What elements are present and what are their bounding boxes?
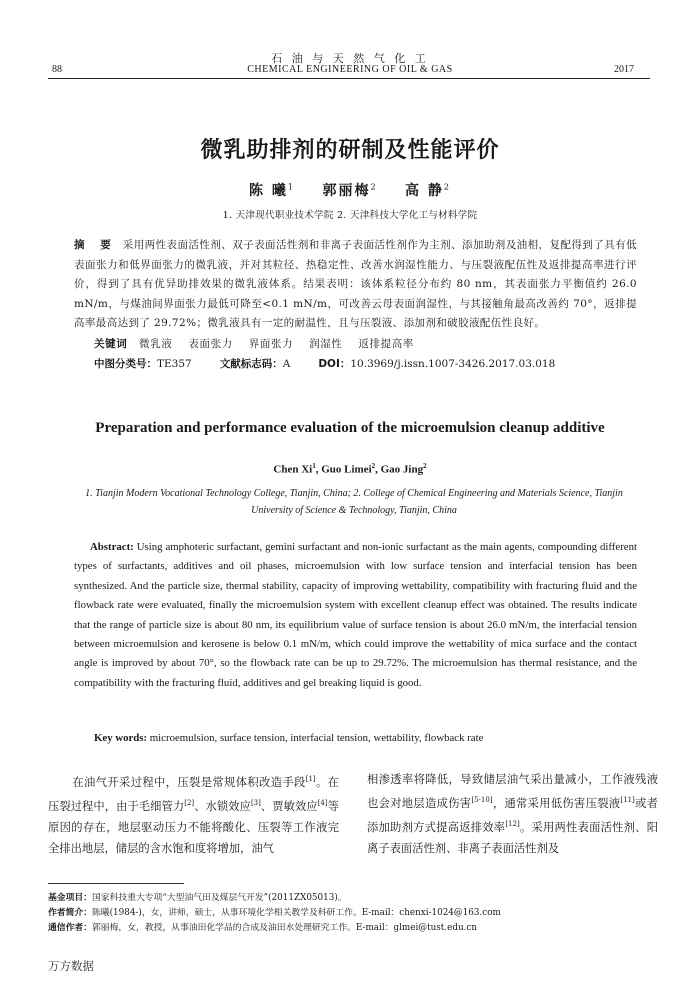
- classification-line: [94, 356, 555, 371]
- keywords-cn: [94, 336, 426, 351]
- body-text: 、贾敏效应: [260, 799, 318, 813]
- author-list-en: Chen Xi$^1$, Guo Limei$^2$, Gao Jing$^2$: [273, 462, 427, 476]
- body-text: 或者添加助剂方式提高返排效率: [367, 796, 658, 834]
- author-affil-mark: 1: [287, 182, 295, 192]
- citation-ref: [1]: [305, 775, 316, 783]
- author-affil-mark: 2: [371, 462, 376, 470]
- footnote-text: 国家科技重大专项“大型油气田及煤层气开发”(2011ZX05013)。: [92, 893, 347, 903]
- body-text: 、水锁效应: [194, 799, 251, 813]
- keywords-label-cn: 关键词: [94, 338, 128, 350]
- keyword-item: 表面张力: [188, 338, 233, 350]
- body-text: ，通常采用低伤害压裂液: [492, 796, 621, 810]
- citation-ref: [3]: [250, 798, 261, 807]
- paper-title-en: Preparation and performance evaluation of the microemulsion cleanup additive: [95, 420, 605, 436]
- citation-ref: [11]: [620, 796, 635, 805]
- body-text: 等原因的存在，地层驱动压力不能将酸化、压裂等工作液完全排出地层，储层的含水饱和度将增加，油气: [48, 799, 339, 856]
- body-column-left: [48, 769, 339, 859]
- citation-ref: [12]: [505, 820, 520, 829]
- author-name: Gao Jing: [380, 463, 424, 476]
- author-list-cn: [0, 180, 700, 200]
- author-name: 郭丽梅: [322, 183, 371, 199]
- keywords-label-en: Key words:: [94, 732, 148, 744]
- citation-ref: [5-10]: [471, 796, 493, 805]
- abstract-en: [74, 538, 637, 693]
- footnote-text: 郭丽梅，女，教授，从事油田化学品的合成及油田水处理研究工作。E-mail：glmei@tust.edu.cn: [92, 923, 478, 933]
- body-text: 相渗透率将降低，导致储层油气采出量减小，工作液残液也会对地层造成伤害: [367, 773, 658, 810]
- keywords-text-en: microemulsion, surface tension, interfacial tension, wettability, flowback rate: [149, 732, 484, 744]
- journal-name-cn: 石 油 与 天 然 气 化 工: [271, 52, 429, 65]
- citation-ref: [2]: [184, 798, 195, 807]
- abstract-label-cn: 摘 要: [74, 239, 117, 251]
- paper-title-cn: 微乳助排剂的研制及性能评价: [200, 138, 500, 163]
- footnote-author-bio: [48, 906, 650, 921]
- citation-ref: [4]: [317, 798, 328, 807]
- author-affil-mark: 2: [370, 182, 378, 192]
- database-watermark: 万方数据: [48, 959, 94, 973]
- publication-year: 2017: [614, 64, 634, 75]
- author-name: 陈 曦: [248, 183, 288, 199]
- abstract-label-en: Abstract:: [90, 541, 134, 553]
- author-affil-mark: 2: [423, 462, 427, 470]
- keyword-item: 微乳液: [139, 338, 173, 350]
- doi-value: 10.3969/j.issn.1007-3426.2017.03.018: [350, 358, 556, 370]
- footnote-funding: [48, 891, 650, 906]
- author-affil-mark: 1: [312, 462, 316, 470]
- doi-label: DOI：: [318, 358, 351, 370]
- keyword-item: 返排提高率: [358, 338, 414, 350]
- affiliation-cn: 1. 天津现代职业技术学院 2. 天津科技大学化工与材料学院: [222, 210, 478, 221]
- footnote-label: 基金项目：: [48, 893, 92, 903]
- keyword-item: 界面张力: [248, 338, 294, 350]
- body-text: 在油气开采过程中，压裂是常规体积改造手段: [72, 775, 306, 789]
- keyword-item: 润湿性: [309, 338, 343, 350]
- affiliation-en: 1. Tianjin Modern Vocational Technology College, Tianjin, China; 2. College of Chemical Engineering and Materials Science, Tianjin University of Science & Technology, Tianjin, China: [85, 488, 623, 516]
- doc-code-label: 文献标志码：: [219, 358, 283, 370]
- header-divider: [48, 78, 650, 79]
- clc-value: TE357: [157, 358, 192, 370]
- author-affil-mark: 2: [443, 182, 452, 192]
- author-name: Guo Limei: [321, 463, 372, 476]
- footnote-text: 陈曦(1984-)，女，讲师，硕士，从事环境化学相关教学及科研工作。E-mail：chenxi-1024@163.com: [92, 908, 501, 918]
- abstract-text-en: Using amphoteric surfactant, gemini surfactant and non-ionic surfactant as the main agents, compounding different types of surfactants, additives and oil phases, microemulsion with low surface tension and interfacial tension has been synthesized. And the particle size, thermal stability, capacity of improving wettability, compatibility with fracturing fluid and the flowback rate were evaluated, finally the microemulsion system with excellent cleanup effect was obtained. The results indicate that the range of particle size is about 80 nm, its equilibrium value of surface tension is about 26.0 mN/m, the interfacial tension between microemulsion and kerosene is below 0.1 mN/m, which could improve the wettability of mica surface and the contact angle is improved by about 70°, so the flowback rate can be up to 29.72%. The microemulsion has thermal resistance, and the compatibility with the fracturing fluid, additives and gel breaking liquid is good.: [74, 541, 637, 689]
- author-name: Chen Xi: [273, 463, 313, 476]
- doc-code-value: A: [282, 358, 291, 370]
- keywords-en: [94, 732, 483, 744]
- abstract-cn: [74, 236, 637, 334]
- body-text: 。在压裂过程中，由于毛细管力: [48, 775, 339, 813]
- footnote-label: 作者简介：: [48, 908, 92, 918]
- page-number: 88: [52, 64, 62, 75]
- body-column-right: [367, 769, 658, 859]
- clc-label: 中图分类号：: [94, 358, 157, 370]
- journal-name-en: CHEMICAL ENGINEERING OF OIL & GAS: [247, 64, 453, 75]
- author-name: 高 静: [405, 183, 444, 199]
- abstract-text-cn: 采用两性表面活性剂、双子表面活性剂和非离子表面活性剂作为主剂、添加助剂及油相，复配得到了具有低表面张力和低界面张力的微乳液，并对其粒径、热稳定性、改善水润湿性能力、与压裂液配伍性及返排提高率进行评价，得到了具有优异助排效果的微乳液体系。结果表明：该体系粒径分布约 80 nm，其表面张力平衡值约 26.0 mN/m，与煤油间界面张力最低可降至<0.1 mN/m，可改善云母表面润湿性，与其接触角最高改善约 70°，返排提高率最高达到了 29.72%；微乳液具有一定的耐温性，且与压裂液、添加剂和破胶液配伍性良好。: [74, 239, 637, 330]
- footnote-label: 通信作者：: [48, 923, 92, 933]
- footnote-divider: [48, 883, 184, 884]
- body-text: 。采用两性表面活性剂、阳离子表面活性剂、非离子表面活性剂及: [367, 820, 658, 856]
- footnote-corresponding: [48, 921, 650, 936]
